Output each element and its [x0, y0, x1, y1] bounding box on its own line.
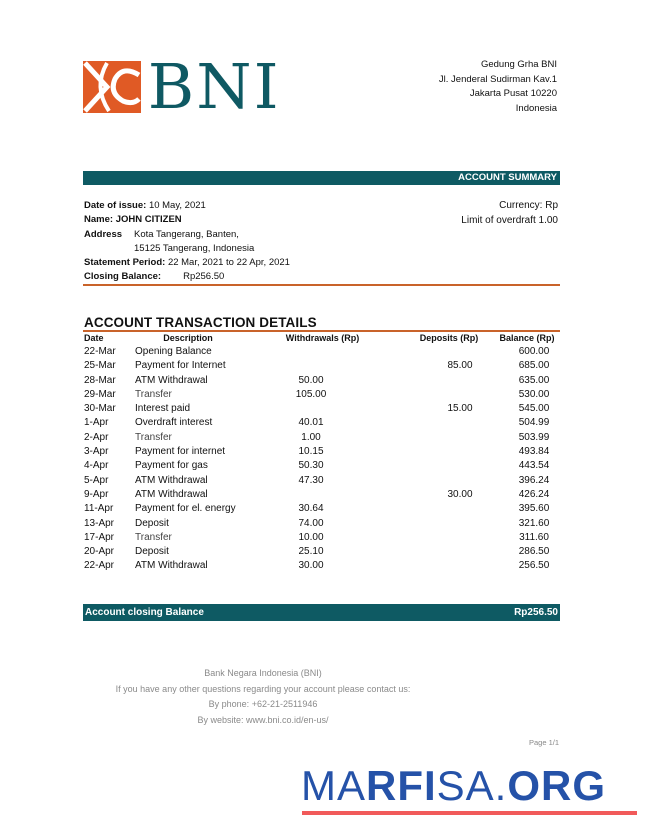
page-number: Page 1/1 [528, 738, 559, 747]
closing-band-value: Rp256.50 [514, 607, 558, 618]
withdrawal-cell [270, 488, 404, 502]
withdrawal-cell: 40.01 [298, 417, 324, 429]
table-row [84, 445, 560, 459]
withdrawal-cell [270, 402, 404, 416]
overdraft-limit: Limit of overdraft 1.00 [461, 214, 558, 226]
balance-cell: 493.84 [518, 446, 550, 458]
watermark-part: SA. [436, 762, 508, 809]
description-cell: Payment for gas [135, 460, 208, 472]
balance-cell: 504.99 [518, 417, 550, 429]
column-header-date: Date [84, 333, 104, 343]
table-row [84, 402, 560, 416]
deposit-cell [404, 431, 494, 445]
balance-cell: 635.00 [518, 374, 550, 386]
date-cell: 4-Apr [84, 460, 109, 472]
deposit-cell [404, 388, 494, 402]
name-value: JOHN CITIZEN [115, 214, 182, 226]
deposit-cell: 30.00 [447, 488, 473, 500]
description-cell: Transfer [135, 431, 172, 443]
withdrawal-cell: 25.10 [298, 546, 324, 558]
bank-address [439, 58, 557, 116]
closing-balance-label: Closing Balance: [84, 271, 162, 283]
table-body [84, 345, 560, 574]
closing-band-label: Account closing Balance [85, 607, 204, 618]
table-row [84, 559, 560, 573]
table-row [84, 545, 560, 559]
name-row [84, 213, 290, 227]
deposit-cell [404, 416, 494, 430]
deposit-cell [404, 517, 494, 531]
withdrawal-cell: 50.00 [298, 374, 324, 386]
deposit-cell [404, 502, 494, 516]
withdrawal-cell: 1.00 [301, 431, 321, 443]
balance-cell: 530.00 [518, 388, 550, 400]
date-cell: 22-Apr [84, 560, 115, 572]
table-row [84, 531, 560, 545]
bni-logo [83, 50, 281, 123]
table-row [84, 374, 560, 388]
withdrawal-cell: 10.00 [298, 531, 324, 543]
footer-line: By phone: +62-21-2511946 [208, 699, 318, 709]
description-cell: Transfer [135, 388, 172, 400]
description-cell: ATM Withdrawal [135, 488, 208, 500]
column-header-balance: Balance (Rp) [499, 333, 555, 343]
address-line: Indonesia [515, 102, 557, 114]
footer-contact [83, 666, 443, 728]
date-cell: 28-Mar [84, 374, 116, 386]
description-cell: ATM Withdrawal [135, 560, 208, 572]
withdrawal-cell: 74.00 [298, 517, 324, 529]
footer-line: By website: www.bni.co.id/en-us/ [197, 714, 329, 725]
watermark-part: MA [301, 762, 366, 809]
balance-cell: 256.50 [518, 560, 550, 572]
balance-cell: 443.54 [518, 460, 550, 472]
balance-cell: 286.50 [518, 546, 550, 558]
description-cell: Payment for el. energy [135, 503, 236, 515]
description-cell: Deposit [135, 546, 169, 558]
table-row [84, 345, 560, 359]
currency: Currency: Rp [499, 200, 558, 211]
watermark-part: ORG [507, 762, 607, 809]
balance-cell: 396.24 [518, 474, 550, 486]
table-row [84, 474, 560, 488]
footer-line: Bank Negara Indonesia (BNI) [204, 668, 322, 678]
date-cell: 1-Apr [84, 417, 109, 429]
table-row [84, 459, 560, 473]
closing-balance-row [84, 270, 290, 284]
deposit-cell [404, 459, 494, 473]
table-row [84, 388, 560, 402]
date-cell: 22-Mar [84, 346, 116, 357]
date-of-issue-label: Date of issue: [84, 200, 147, 211]
table-header [84, 332, 560, 345]
description-cell: Transfer [135, 531, 172, 543]
balance-cell: 311.60 [519, 531, 549, 543]
deposit-cell: 15.00 [447, 403, 473, 415]
date-cell: 3-Apr [84, 446, 109, 458]
deposit-cell [404, 445, 494, 459]
account-summary-band: ACCOUNT SUMMARY [83, 171, 560, 185]
transaction-table [84, 332, 560, 574]
bni-logo-mark-icon [83, 61, 141, 113]
column-header-deposits: Deposits (Rp) [419, 333, 479, 343]
withdrawal-cell: 10.15 [298, 446, 324, 458]
account-closing-balance-band [83, 604, 560, 621]
date-cell: 13-Apr [84, 517, 115, 529]
description-cell: Payment for internet [135, 446, 226, 458]
balance-cell: 426.24 [518, 488, 550, 500]
balance-cell: 395.60 [518, 503, 550, 515]
bni-logo-text: BNI [147, 50, 281, 123]
deposit-cell [404, 474, 494, 488]
address-row [84, 228, 290, 242]
column-header-description: Description [163, 333, 213, 343]
description-cell: Deposit [135, 517, 169, 529]
balance-cell: 685.00 [518, 360, 550, 372]
description-cell: ATM Withdrawal [135, 374, 208, 386]
date-cell: 30-Mar [84, 403, 116, 415]
withdrawal-cell: 30.00 [298, 560, 324, 572]
table-row [84, 431, 560, 445]
deposit-cell [404, 345, 494, 359]
account-info [84, 199, 290, 285]
deposit-cell [404, 559, 494, 573]
address-row-2 [84, 242, 290, 256]
balance-cell: 503.99 [518, 431, 550, 443]
withdrawal-cell: 30.64 [298, 503, 324, 515]
date-of-issue-row [84, 199, 290, 213]
column-header-withdrawals: Withdrawals (Rp) [285, 333, 360, 343]
deposit-cell [404, 531, 494, 545]
withdrawal-cell: 47.30 [298, 474, 324, 486]
name-label: Name: [84, 214, 114, 226]
withdrawal-cell [270, 359, 404, 373]
closing-balance-value: Rp256.50 [183, 271, 225, 283]
deposit-cell: 85.00 [447, 360, 473, 372]
watermark-part: RFI [366, 762, 437, 809]
date-cell: 29-Mar [84, 388, 116, 400]
date-cell: 11-Apr [84, 503, 114, 515]
date-cell: 17-Apr [84, 531, 115, 543]
date-cell: 20-Apr [84, 546, 115, 558]
description-cell: Opening Balance [135, 346, 212, 357]
description-cell: ATM Withdrawal [135, 474, 208, 486]
balance-cell: 321.60 [518, 517, 550, 529]
address-line: Gedung Grha BNI [480, 59, 557, 70]
balance-cell: 545.00 [518, 403, 550, 415]
watermark-underline [302, 811, 637, 815]
withdrawal-cell [270, 345, 404, 359]
description-cell: Interest paid [135, 403, 191, 415]
address-line-1: Kota Tangerang, Banten, [134, 228, 239, 240]
divider [83, 284, 560, 286]
date-cell: 5-Apr [84, 474, 109, 486]
description-cell: Overdraft interest [135, 417, 213, 429]
withdrawal-cell: 50.30 [298, 460, 324, 472]
statement-period-value: 22 Mar, 2021 to 22 Apr, 2021 [167, 257, 290, 269]
transaction-details-title: ACCOUNT TRANSACTION DETAILS [84, 315, 317, 330]
date-of-issue-value: 10 May, 2021 [148, 200, 206, 211]
address-line: Jakarta Pusat 10220 [469, 88, 557, 99]
description-cell: Payment for Internet [135, 360, 226, 372]
table-row [84, 488, 560, 502]
table-row [84, 359, 560, 373]
statement-period-label: Statement Period: [84, 257, 166, 269]
withdrawal-cell: 105.00 [295, 388, 327, 400]
deposit-cell [404, 374, 494, 388]
footer-line: If you have any other questions regarding your account please contact us: [115, 683, 411, 694]
statement-period-row [84, 256, 290, 270]
balance-cell: 600.00 [518, 346, 550, 357]
account-info-right [461, 199, 558, 228]
date-cell: 25-Mar [84, 360, 116, 372]
date-cell: 2-Apr [84, 431, 109, 443]
deposit-cell [404, 545, 494, 559]
table-row [84, 517, 560, 531]
watermark [301, 763, 606, 809]
address-label: Address [84, 228, 123, 240]
address-line-2: 15125 Tangerang, Indonesia [134, 242, 255, 254]
address-line: Jl. Jenderal Sudirman Kav.1 [438, 73, 557, 85]
date-cell: 9-Apr [84, 488, 109, 500]
table-row [84, 416, 560, 430]
table-row [84, 502, 560, 516]
